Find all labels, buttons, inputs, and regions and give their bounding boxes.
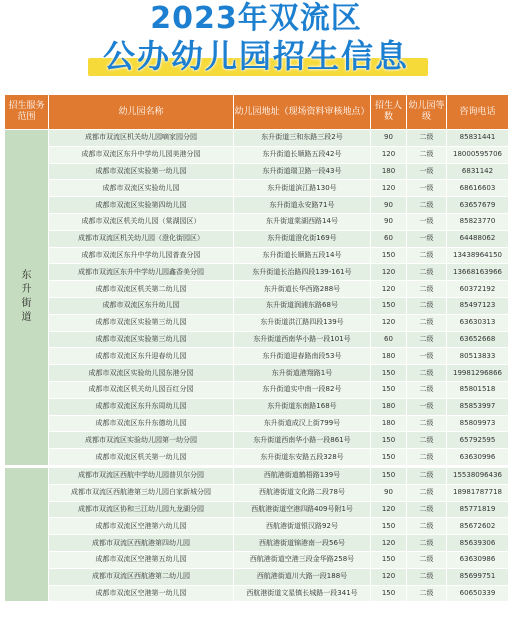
grade-cell: 二级 [407,432,447,449]
table-body [5,130,509,602]
table-row [5,230,509,247]
grade-cell: 一级 [407,213,447,230]
address-cell: 东升街道润浦东路68号 [234,297,371,314]
table-row [5,449,509,467]
grade-cell: 一级 [407,398,447,415]
enrollment-cell: 150 [371,297,407,314]
table-row [5,518,509,535]
table-row [5,484,509,501]
kindergarten-name-cell: 成都市双流区机关幼儿园（澄化街园区） [49,230,234,247]
address-cell: 东升街道实中南一段82号 [234,381,371,398]
phone-cell: 85809973 [447,415,509,432]
kindergarten-name-cell: 成都市双流区东升幼儿园 [49,297,234,314]
table-row [5,247,509,264]
kindergarten-name-cell: 成都市双流区东升东周幼儿园 [49,398,234,415]
enrollment-cell: 120 [371,568,407,585]
grade-cell: 二级 [407,449,447,467]
kindergarten-name-cell: 成都市双流区机关幼儿园嘀家园分园 [49,130,234,147]
kindergarten-table [4,94,509,602]
enrollment-cell: 180 [371,348,407,365]
address-cell: 东升街道长顺路五段14号 [234,247,371,264]
table-row [5,501,509,518]
enrollment-cell: 90 [371,213,407,230]
service-area-cell [5,130,49,467]
grade-cell: 二级 [407,415,447,432]
grade-cell: 二级 [407,247,447,264]
grade-cell: 二级 [407,314,447,331]
grade-cell: 二级 [407,365,447,382]
enrollment-cell: 120 [371,535,407,552]
address-cell: 西航港街道锦港南一段56号 [234,535,371,552]
phone-cell: 18981787718 [447,484,509,501]
enrollment-cell: 150 [371,449,407,467]
grade-cell: 二级 [407,568,447,585]
grade-cell: 二级 [407,518,447,535]
table-row [5,281,509,298]
address-cell: 东升街道港翔路1号 [234,365,371,382]
phone-cell: 65792595 [447,432,509,449]
address-cell: 西航港街道银汉路92号 [234,518,371,535]
phone-cell: 85853997 [447,398,509,415]
grade-cell: 二级 [407,585,447,602]
table-row [5,551,509,568]
table-row [5,130,509,147]
enrollment-cell: 150 [371,432,407,449]
address-cell: 东升街道东南路168号 [234,398,371,415]
address-cell: 东升街道澄化街169号 [234,230,371,247]
address-cell: 西航港街道鹤梧路139号 [234,466,371,484]
address-cell: 东升街道西南华小路一段861号 [234,432,371,449]
table-row [5,264,509,281]
grade-cell: 二级 [407,466,447,484]
table-row [5,314,509,331]
grade-cell: 二级 [407,381,447,398]
address-cell: 东升街道成汉上街799号 [234,415,371,432]
grade-cell: 二级 [407,264,447,281]
phone-cell: 64488062 [447,230,509,247]
enrollment-cell: 120 [371,281,407,298]
grade-cell: 二级 [407,535,447,552]
phone-cell: 85823770 [447,213,509,230]
enrollment-cell: 120 [371,146,407,163]
phone-cell: 68616603 [447,180,509,197]
phone-cell: 60372192 [447,281,509,298]
header-address: 幼儿园地址（现场资料审核地点） [234,95,371,130]
table-row [5,348,509,365]
enrollment-cell: 60 [371,230,407,247]
address-cell: 西航港街道文星镇长城路一段341号 [234,585,371,602]
phone-cell: 85771819 [447,501,509,518]
kindergarten-name-cell: 成都市双流区东升中学幼儿园美港分园 [49,146,234,163]
table-row [5,297,509,314]
kindergarten-name-cell: 成都市双流区空港第五幼儿园 [49,551,234,568]
kindergarten-name-cell: 成都市双流区西航港第二幼儿园 [49,568,234,585]
phone-cell: 85801518 [447,381,509,398]
kindergarten-name-cell: 成都市双流区实验第三幼儿园 [49,331,234,348]
phone-cell: 63652668 [447,331,509,348]
kindergarten-name-cell: 成都市双流区机关第二幼儿园 [49,281,234,298]
phone-cell: 85497123 [447,297,509,314]
address-cell: 东升街道西南华小路一段101号 [234,331,371,348]
address-cell: 东升街道滨江路130号 [234,180,371,197]
address-cell: 东升街道迎春路南段53号 [234,348,371,365]
phone-cell: 63657679 [447,197,509,214]
phone-cell: 85672602 [447,518,509,535]
service-area-label: 东升街道 [21,270,32,324]
enrollment-cell: 90 [371,197,407,214]
phone-cell: 63630313 [447,314,509,331]
phone-cell: 63630986 [447,551,509,568]
enrollment-cell: 90 [371,484,407,501]
address-cell: 东升街道三和东路三段2号 [234,130,371,147]
address-cell: 东升街道瑞卫路一段43号 [234,163,371,180]
table-row [5,197,509,214]
page-title-line2: 公办幼儿园招生信息 [102,37,409,75]
grade-cell: 一级 [407,180,447,197]
table-row [5,331,509,348]
address-cell: 东升街道洪江路四段139号 [234,314,371,331]
header-grade: 幼儿园等级 [407,95,447,130]
grade-cell: 一级 [407,230,447,247]
kindergarten-name-cell: 成都市双流区实验幼儿园 [49,180,234,197]
kindergarten-name-cell: 成都市双流区机关幼儿园百红分园 [49,381,234,398]
grade-cell: 二级 [407,281,447,298]
kindergarten-name-cell: 成都市双流区机关第一幼儿园 [49,449,234,467]
kindergarten-name-cell: 成都市双流区机关幼儿园（棠湖园区） [49,213,234,230]
kindergarten-name-cell: 成都市双流区空港第一幼儿园 [49,585,234,602]
kindergarten-name-cell: 成都市双流区东升东德幼儿园 [49,415,234,432]
enrollment-cell: 150 [371,365,407,382]
table-row [5,213,509,230]
phone-cell: 85699751 [447,568,509,585]
address-cell: 西航港街道空港四路409号附1号 [234,501,371,518]
table-row [5,381,509,398]
phone-cell: 85639306 [447,535,509,552]
kindergarten-name-cell: 成都市双流区实验第四幼儿园 [49,197,234,214]
table-header-row [5,95,509,130]
address-cell: 东升街道长华西路288号 [234,281,371,298]
kindergarten-name-cell: 成都市双流区西航港第三幼儿园白家新城分园 [49,484,234,501]
grade-cell: 一级 [407,348,447,365]
kindergarten-name-cell: 成都市双流区实验第一幼儿园 [49,163,234,180]
enrollment-cell: 150 [371,585,407,602]
enrollment-cell: 60 [371,331,407,348]
grade-cell: 二级 [407,484,447,501]
table-row [5,535,509,552]
address-cell: 东升街道东安路五段328号 [234,449,371,467]
phone-cell: 80513833 [447,348,509,365]
page-title-line1: 2023年双流区 [150,1,362,36]
kindergarten-name-cell: 成都市双流区实验幼儿园东港分园 [49,365,234,382]
table-row [5,432,509,449]
kindergarten-name-cell: 成都市双流区东升迎春幼儿园 [49,348,234,365]
table-row [5,365,509,382]
kindergarten-name-cell: 成都市双流区西航中学幼儿园普贝尔分园 [49,466,234,484]
phone-cell: 18000595706 [447,146,509,163]
phone-cell: 13668163966 [447,264,509,281]
grade-cell: 二级 [407,501,447,518]
table-row [5,163,509,180]
enrollment-cell: 120 [371,314,407,331]
table-row [5,146,509,163]
grade-cell: 二级 [407,551,447,568]
address-cell: 东升街道棠湖西路14号 [234,213,371,230]
header-kindergarten-name: 幼儿园名称 [49,95,234,130]
table-row [5,568,509,585]
phone-cell: 60650339 [447,585,509,602]
kindergarten-name-cell: 成都市双流区西航港第四幼儿园 [49,535,234,552]
address-cell: 东升街道长顺路五段42号 [234,146,371,163]
kindergarten-name-cell: 成都市双流区东升中学幼儿园鑫香美分园 [49,264,234,281]
address-cell: 西航港街道川大路一段188号 [234,568,371,585]
phone-cell: 6831142 [447,163,509,180]
table-row [5,466,509,484]
table-row [5,398,509,415]
grade-cell: 二级 [407,297,447,314]
enrollment-cell: 150 [371,518,407,535]
grade-cell: 二级 [407,197,447,214]
enrollment-cell: 90 [371,130,407,147]
address-cell: 东升街道长治路四段139-161号 [234,264,371,281]
header-service-area: 招生服务范围 [5,95,49,130]
phone-cell: 63630996 [447,449,509,467]
kindergarten-name-cell: 成都市双流区实验幼儿园第一幼分园 [49,432,234,449]
enrollment-cell: 150 [371,551,407,568]
service-area-cell [5,466,49,601]
table-row [5,415,509,432]
enrollment-cell: 150 [371,466,407,484]
grade-cell: 一级 [407,163,447,180]
enrollment-cell: 120 [371,501,407,518]
enrollment-cell: 150 [371,381,407,398]
grade-cell: 二级 [407,331,447,348]
header-phone: 咨询电话 [447,95,509,130]
address-cell: 东升街道永安路71号 [234,197,371,214]
address-cell: 西航港街道空港三段金华路258号 [234,551,371,568]
table-row [5,585,509,602]
table-row [5,180,509,197]
phone-cell: 85831441 [447,130,509,147]
kindergarten-name-cell: 成都市双流区实验第三幼儿园 [49,314,234,331]
kindergarten-name-cell: 成都市双流区东升中学幼儿园普查分园 [49,247,234,264]
header-enrollment: 招生人数 [371,95,407,130]
enrollment-cell: 150 [371,247,407,264]
phone-cell: 15538096436 [447,466,509,484]
grade-cell: 二级 [407,130,447,147]
enrollment-cell: 180 [371,163,407,180]
phone-cell: 19981296866 [447,365,509,382]
enrollment-cell: 180 [371,398,407,415]
enrollment-cell: 120 [371,180,407,197]
kindergarten-name-cell: 成都市双流区协和三江幼儿园九龙湖分园 [49,501,234,518]
enrollment-cell: 120 [371,264,407,281]
address-cell: 西航港街道文化路二段78号 [234,484,371,501]
enrollment-cell: 180 [371,415,407,432]
grade-cell: 二级 [407,146,447,163]
phone-cell: 13438964150 [447,247,509,264]
kindergarten-name-cell: 成都市双流区空港第六幼儿园 [49,518,234,535]
